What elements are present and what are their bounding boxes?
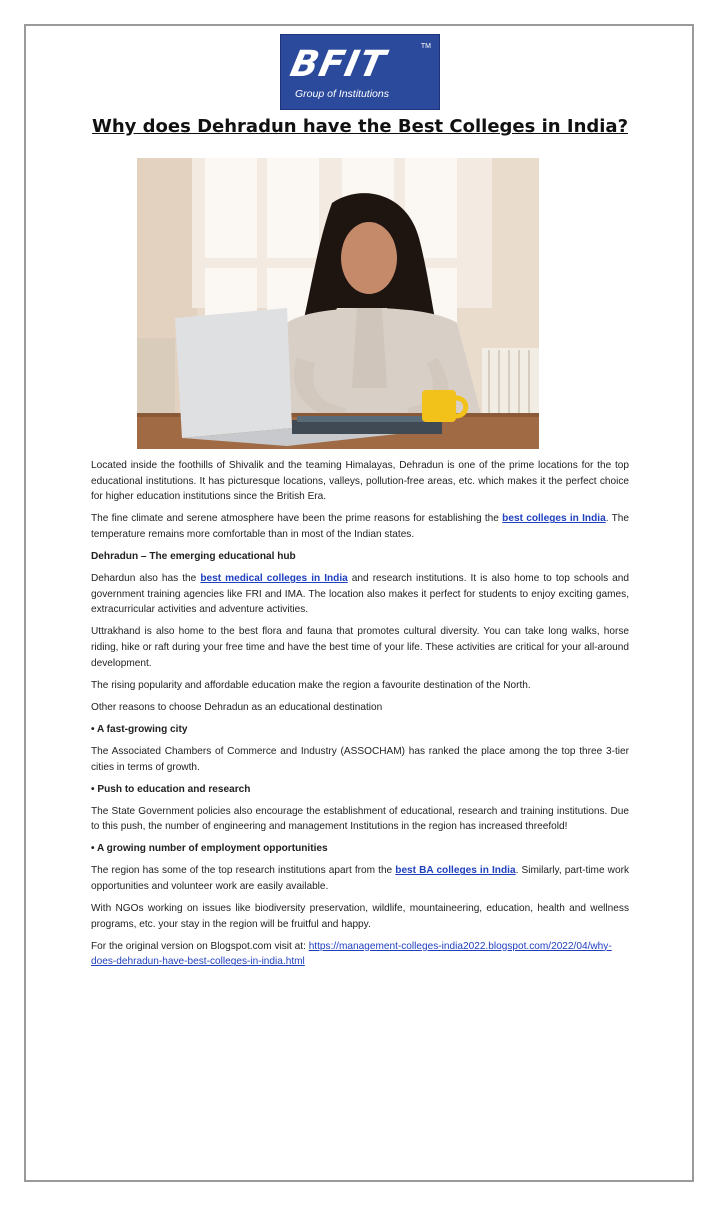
logo-mark: BFIT: [286, 44, 390, 85]
paragraph-text: Dehardun also has the: [91, 573, 201, 585]
student-laptop-photo: [137, 158, 539, 449]
paragraph-text: . Similarly, part-time work opportunities and volunteer work are easily available.: [91, 865, 629, 893]
page-title: Why does Dehradun have the Best Colleges in India?: [91, 116, 629, 137]
paragraph-intro: Located inside the foothills of Shivalik and the teaming Himalayas, Dehradun is one of the prime locations for the top educational institutions. It has picturesque locations, valleys, pollution-free areas, etc. which makes it the perfect choice for higher education institutions since the British Era.: [91, 460, 629, 503]
heading-educational-hub: Dehradun – The emerging educational hub: [91, 550, 296, 562]
link-original-blogspot[interactable]: https://management-colleges-india2022.blogspot.com/2022/04/why-does-dehradun-have-best-colleges-in-india.html: [91, 940, 612, 968]
paragraph-text: . The temperature remains more comfortable than in most of the Indian states.: [91, 513, 629, 540]
paragraph-text: For the original version on Blogspot.com visit at:: [91, 940, 309, 952]
link-best-colleges[interactable]: best colleges in India: [502, 513, 606, 525]
paragraph-medical: [91, 571, 629, 618]
paragraph-climate: [91, 511, 629, 542]
heading-fast-growing-city: • A fast-growing city: [91, 723, 188, 735]
heading-push-education: • Push to education and research: [91, 783, 251, 795]
paragraph-reasons: Other reasons to choose Dehradun as an educational destination: [91, 701, 383, 713]
heading-employment: • A growing number of employment opportunities: [91, 843, 328, 855]
article-body: [91, 458, 629, 977]
paragraph-text: The region has some of the top research institutions apart from the: [91, 865, 396, 877]
logo-subtitle: Group of Institutions: [295, 88, 389, 100]
paragraph-flora: Uttrakhand is also home to the best flora and fauna that promotes cultural diversity. You can take long walks, horse riding, hike or raft during your free time and have the best time of your life. These activities are critical for your all-around development.: [91, 626, 629, 669]
paragraph-text: and research institutions. It is also home to top schools and government training agencies like FRI and IMA. The location also makes it perfect for students to enjoy exciting games, extracurricular activities and adventure activities.: [91, 573, 630, 616]
paragraph-ngos: With NGOs working on issues like biodiversity preservation, wildlife, mountaineering, education, health and wellness programs, etc. your stay in the region will be fruitful and happy.: [91, 903, 629, 930]
paragraph-text: The fine climate and serene atmosphere have been the prime reasons for establishing the: [91, 513, 503, 525]
paragraph-original-version: [91, 939, 629, 970]
paragraph-popularity: The rising popularity and affordable education make the region a favourite destination of the North.: [91, 679, 531, 691]
paragraph-government: The State Government policies also encourage the establishment of educational, research and training institutions. Due to this push, the number of engineering and management Institutions in the region has increased threefold!: [91, 805, 629, 833]
link-best-medical-colleges[interactable]: best medical colleges in India: [200, 573, 348, 585]
paragraph-assocham: The Associated Chambers of Commerce and Industry (ASSOCHAM) has ranked the place among the top three 3-tier cities in terms of growth.: [91, 745, 629, 773]
bfit-logo: [280, 34, 440, 110]
paragraph-research: [91, 863, 629, 894]
logo-trademark: TM: [420, 43, 431, 50]
link-best-ba-colleges[interactable]: best BA colleges in India: [395, 865, 516, 877]
